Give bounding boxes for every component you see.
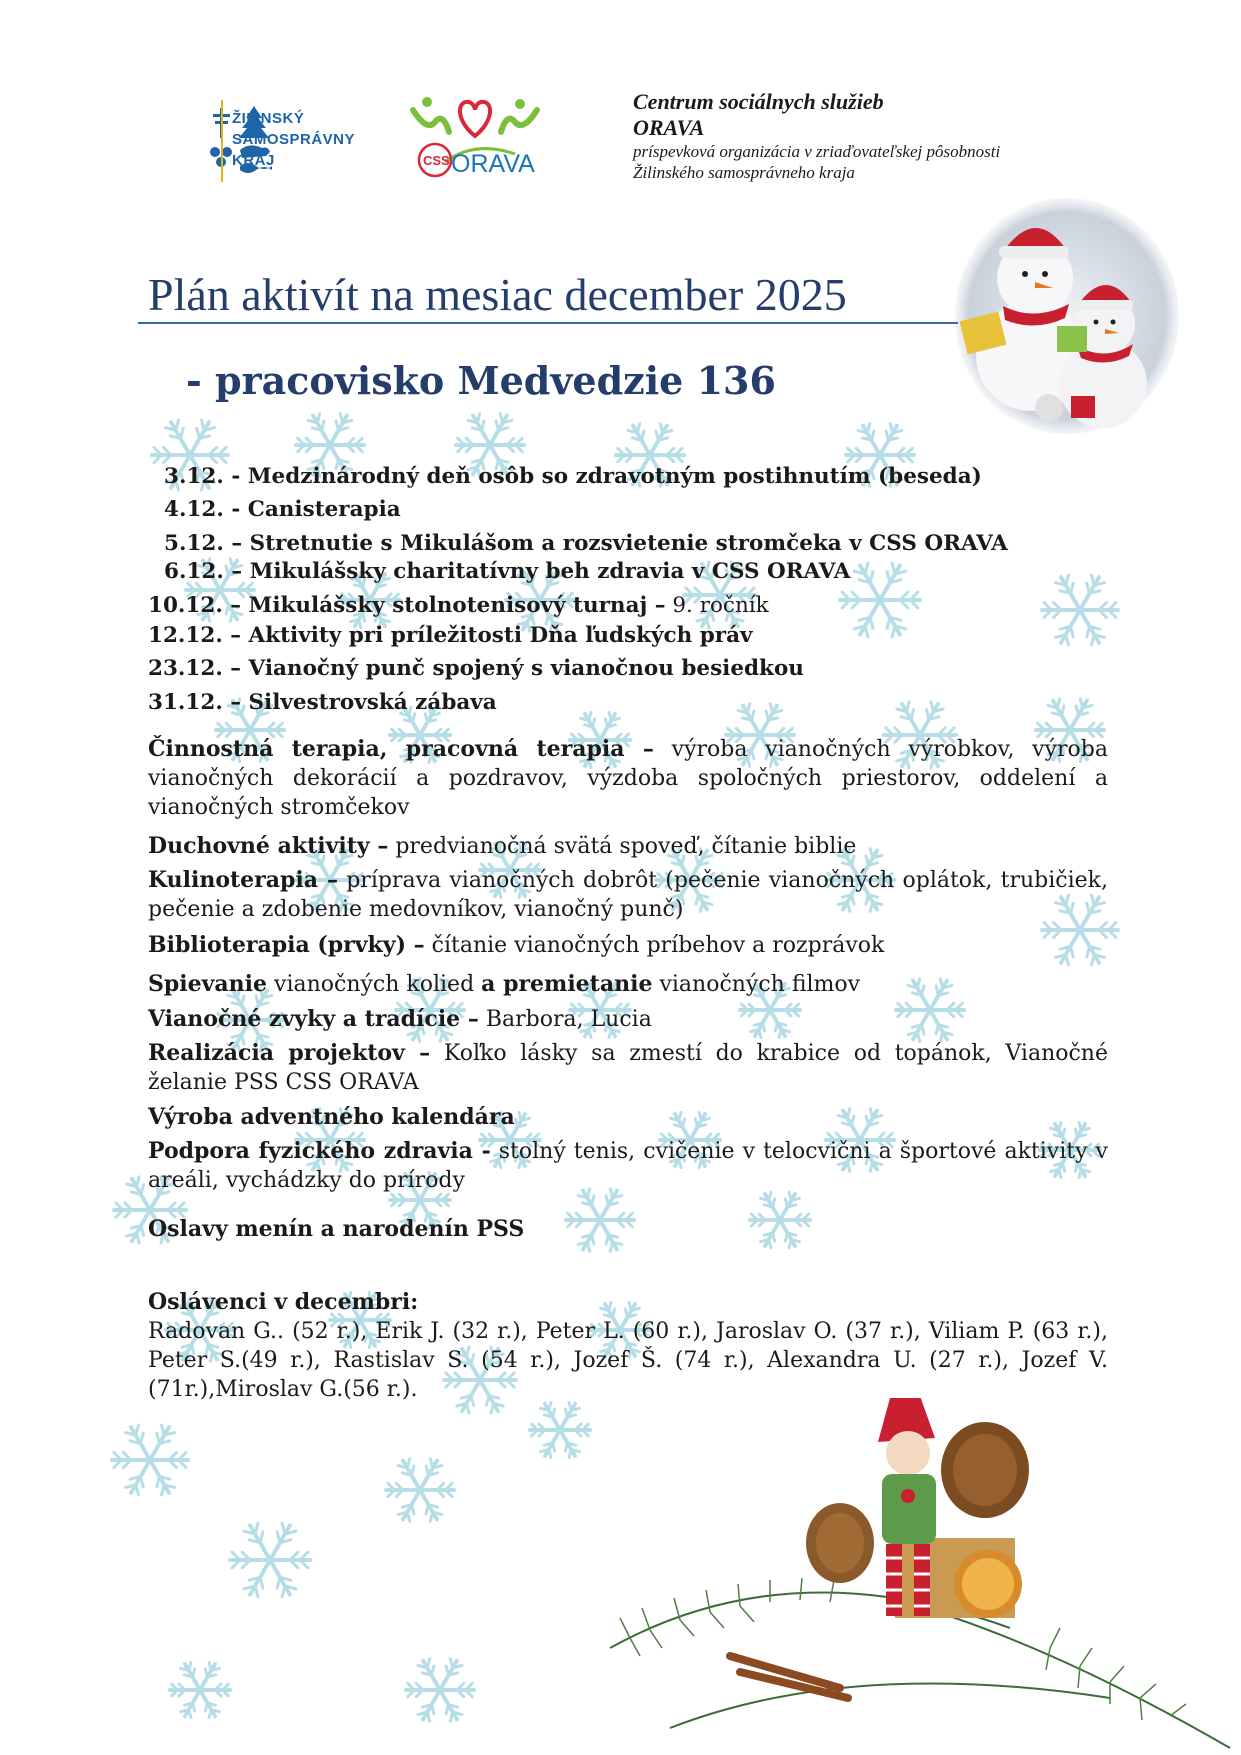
- snowflake-icon: [840, 563, 920, 637]
- activity-paragraph: Výroba adventného kalendára: [148, 1104, 515, 1130]
- activity-paragraph: Vianočné zvyky a tradície – Barbora, Lucia: [148, 1006, 652, 1032]
- snowflake-icon: [1042, 575, 1118, 645]
- zsk-divider: [221, 100, 223, 182]
- activity-paragraph: Duchovné aktivity – predvianočná svätá spoveď, čítanie biblie: [148, 833, 857, 859]
- event-item: 5.12. – Stretnutie s Mikulášom a rozsvietenie stromčeka v CSS ORAVA: [164, 531, 1008, 556]
- page-title: Plán aktivít na mesiac december 2025: [148, 269, 847, 320]
- event-item: 31.12. – Silvestrovská zábava: [148, 690, 497, 715]
- page-subtitle: - pracovisko Medvedzie 136: [186, 358, 776, 403]
- org-desc-2: Žilinského samosprávneho kraja: [633, 163, 855, 182]
- css-orava-logo-icon: [405, 92, 545, 187]
- org-desc-1: príspevková organizácia v zriaďovateľskej pôsobnosti: [633, 142, 1001, 161]
- snowflake-icon: [406, 1659, 474, 1722]
- event-item: 6.12. – Mikulášsky charitatívny beh zdravia v CSS ORAVA: [164, 559, 851, 584]
- activity-paragraph: Spievanie vianočných kolied a premietanie vianočných filmov: [148, 971, 861, 997]
- event-item: 23.12. – Vianočný punč spojený s vianočnou besiedkou: [148, 656, 804, 681]
- activity-paragraph: Činnostná terapia, pracovná terapia – výroba vianočných výrobkov, výroba vianočných dekorácií a pozdravov, výzdoba spoločných priestorov, oddelení a vianočných stromčekov: [148, 736, 1108, 820]
- activity-paragraph: Podpora fyzického zdravia - stolný tenis, cvičenie v telocvični a športové aktivity v areáli, vychádzky do prírody: [148, 1138, 1108, 1193]
- snowflake-icon: [386, 1459, 454, 1522]
- snowflake-icon: [112, 1425, 188, 1495]
- org-name: Centrum sociálnych služieb: [633, 89, 884, 114]
- activity-paragraph: Realizácia projektov – Koľko lásky sa zmestí do krabice od topánok, Vianočné želanie PSS CSS ORAVA: [148, 1040, 1108, 1095]
- organization-block: [633, 88, 1000, 183]
- snowman-image-icon: [953, 196, 1181, 436]
- celebrants-heading: Oslávenci v decembri:: [148, 1289, 419, 1315]
- event-item: 10.12. – Mikulášsky stolnotenisový turnaj – 9. ročník: [148, 593, 769, 618]
- svg-text:CSS: CSS: [423, 153, 450, 168]
- snowflake-icon: [230, 1523, 310, 1597]
- title-underline: [138, 322, 958, 324]
- event-item: 3.12. - Medzinárodný deň osôb so zdravotným postihnutím (beseda): [164, 464, 982, 489]
- zsk-logo-text: ŽILINSKÝ SAMOSPRÁVNY KRAJ: [232, 110, 356, 169]
- org-name-2: ORAVA: [633, 115, 705, 140]
- event-item: 12.12. – Aktivity pri príležitosti Dňa ľudských práv: [148, 623, 753, 648]
- snowflake-icon: [530, 1402, 590, 1457]
- celebrants-list: Radovan G.. (52 r.), Erik J. (32 r.), Peter L. (60 r.), Jaroslav O. (37 r.), Viliam P. (63 r.), Peter S.(49 r.), Rastislav S. (54 r.), Jozef Š. (74 r.), Alexandra U. (27 r.), Jozef V.(71r.),Miroslav G.(56 r.).: [148, 1319, 1108, 1402]
- christmas-decoration-image-icon: [590, 1398, 1241, 1755]
- activity-paragraph: Kulinoterapia – príprava vianočných dobrôt (pečenie vianočných oplátok, trubičiek, pečenie a zdobenie medovníkov, vianočný punč): [148, 867, 1108, 922]
- activity-paragraph: Oslavy menín a narodenín PSS: [148, 1216, 525, 1242]
- event-item: 4.12. - Canisterapia: [164, 497, 401, 522]
- activity-paragraph: Biblioterapia (prvky) – čítanie vianočných príbehov a rozprávok: [148, 932, 885, 958]
- snowflake-icon: [170, 1662, 230, 1717]
- svg-text:ORAVA: ORAVA: [451, 150, 535, 178]
